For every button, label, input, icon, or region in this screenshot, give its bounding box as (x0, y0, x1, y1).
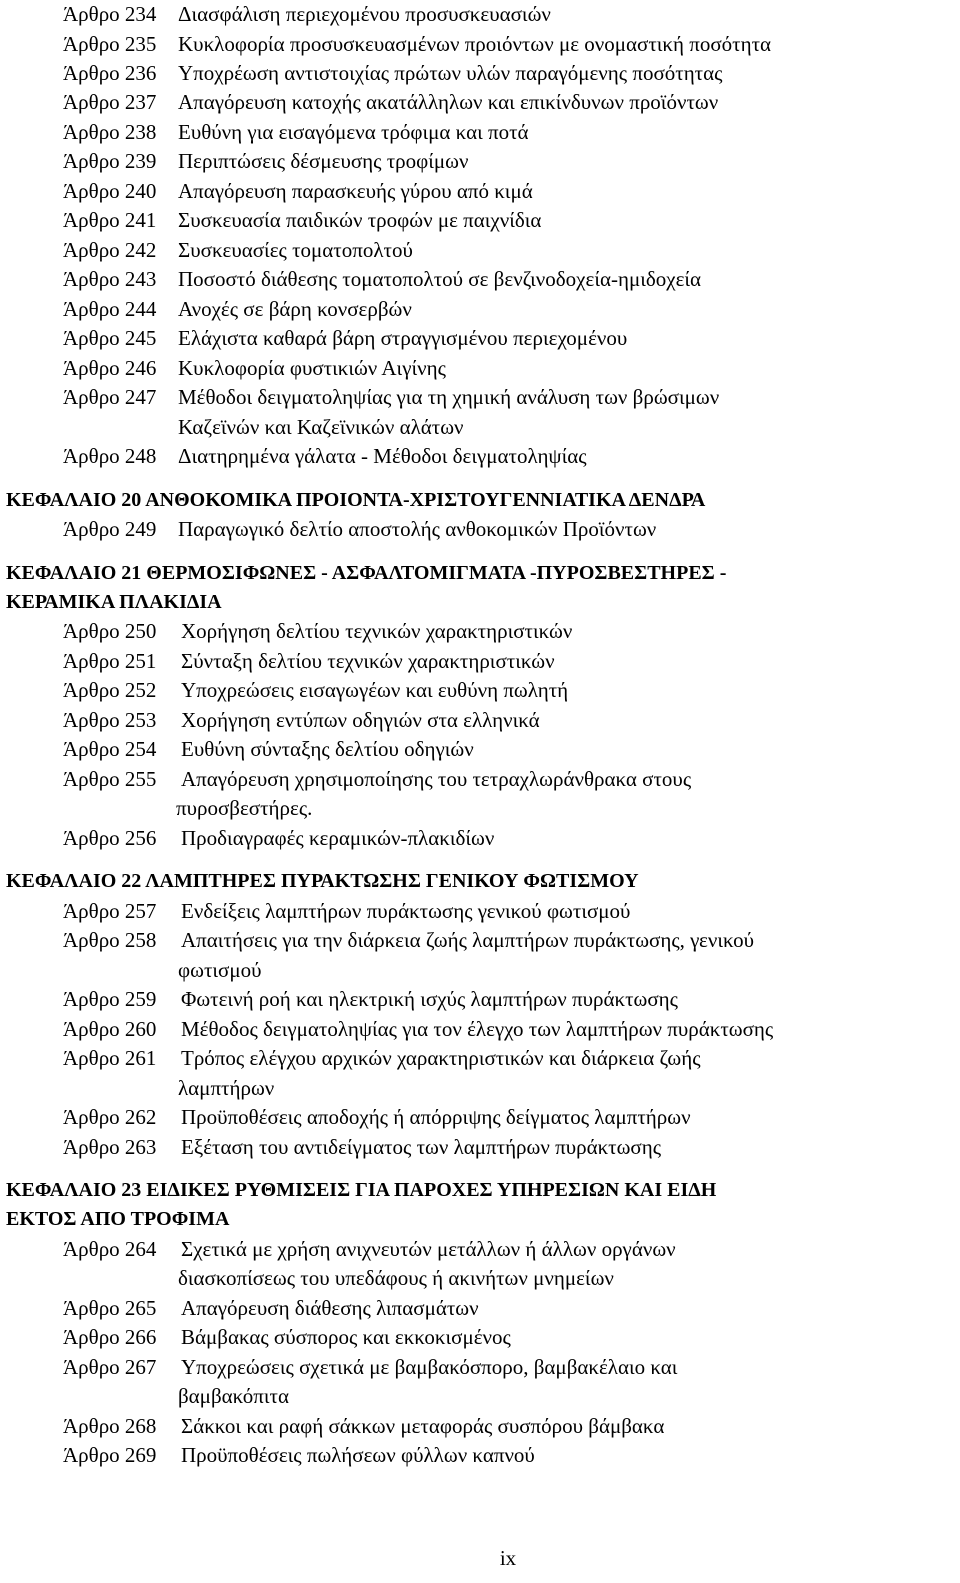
toc-entry (63, 1135, 661, 1159)
article-number: Άρθρο 252 (63, 678, 157, 702)
toc-entry (63, 208, 541, 232)
toc-entry (63, 1325, 511, 1349)
article-title: Ανοχές σε βάρη κονσερβών (178, 297, 412, 321)
toc-entry (63, 90, 718, 114)
article-number: Άρθρο 235 (63, 32, 157, 56)
toc-entry (63, 297, 412, 321)
article-number: Άρθρο 254 (63, 737, 157, 761)
chapter-heading-continuation: ΕΚΤΟΣ ΑΠΟ ΤΡΟΦΙΜΑ (6, 1208, 230, 1230)
toc-entry (63, 1237, 676, 1261)
toc-entry (63, 385, 719, 409)
article-title-continuation: λαμπτήρων (178, 1076, 275, 1100)
article-number: Άρθρο 242 (63, 238, 157, 262)
article-title-continuation: φωτισμού (178, 958, 262, 982)
article-title: Ποσοστό διάθεσης τοματοπολτού σε βενζινοδοχεία-ημιδοχεία (178, 267, 702, 291)
article-number: Άρθρο 261 (63, 1046, 157, 1070)
article-number: Άρθρο 268 (63, 1414, 157, 1438)
article-number: Άρθρο 238 (63, 120, 157, 144)
article-number: Άρθρο 256 (63, 826, 157, 850)
article-title: Μέθοδοι δειγματοληψίας για τη χημική ανάλυση των βρώσιμων (178, 385, 720, 409)
article-title: Προϋποθέσεις πωλήσεων φύλλων καπνού (181, 1443, 535, 1467)
article-title: Υποχρεώσεις σχετικά με βαμβακόσπορο, βαμβακέλαιο και (181, 1355, 678, 1379)
article-number: Άρθρο 246 (63, 356, 157, 380)
article-number: Άρθρο 241 (63, 208, 157, 232)
toc-entry (63, 737, 474, 761)
article-number: Άρθρο 266 (63, 1325, 157, 1349)
article-title: Μέθοδος δειγματοληψίας για τον έλεγχο των λαμπτήρων πυράκτωσης (181, 1017, 774, 1041)
article-title: Προδιαγραφές κεραμικών-πλακιδίων (181, 826, 495, 850)
chapter-heading: ΚΕΦΑΛΑΙΟ 20 ΑΝΘΟΚΟΜΙΚΑ ΠΡΟΙΟΝΤΑ-ΧΡΙΣΤΟΥΓΕΝΝΙΑΤΙΚΑ ΔΕΝΔΡΑ (6, 489, 706, 511)
article-number: Άρθρο 248 (63, 444, 157, 468)
toc-entry (63, 826, 494, 850)
article-number: Άρθρο 260 (63, 1017, 157, 1041)
toc-entry (63, 1414, 664, 1438)
article-number: Άρθρο 265 (63, 1296, 157, 1320)
article-title: Συσκευασία παιδικών τροφών με παιχνίδια (178, 208, 542, 232)
toc-entry (63, 767, 691, 791)
article-title-continuation: Καζεϊνών και Καζεϊνικών αλάτων (178, 415, 464, 439)
article-title: Διατηρημένα γάλατα - Μέθοδοι δειγματοληψίας (178, 444, 587, 468)
article-title: Υποχρεώσεις εισαγωγέων και ευθύνη πωλητή (181, 678, 569, 702)
article-title: Σχετικά με χρήση ανιχνευτών μετάλλων ή άλλων οργάνων (181, 1237, 676, 1261)
toc-entry (63, 444, 587, 468)
article-title-continuation: πυροσβεστήρες. (176, 796, 313, 820)
article-title: Περιπτώσεις δέσμευσης τροφίμων (178, 149, 469, 173)
article-number: Άρθρο 269 (63, 1443, 157, 1467)
article-title: Εξέταση του αντιδείγματος των λαμπτήρων πυράκτωσης (181, 1135, 662, 1159)
toc-entry (63, 678, 568, 702)
article-title: Κυκλοφορία προσυσκευασμένων προιόντων με ονομαστική ποσότητα (178, 32, 772, 56)
article-title: Σύνταξη δελτίου τεχνικών χαρακτηριστικών (181, 649, 555, 673)
article-title: Κυκλοφορία φυστικιών Αιγίνης (178, 356, 446, 380)
chapter-heading: ΚΕΦΑΛΑΙΟ 22 ΛΑΜΠΤΗΡΕΣ ΠΥΡΑΚΤΩΣΗΣ ΓΕΝΙΚΟΥ ΦΩΤΙΣΜΟΥ (6, 870, 639, 892)
article-title: Σάκκοι και ραφή σάκκων μεταφοράς συσπόρου βάμβακα (181, 1414, 665, 1438)
toc-entry (63, 1443, 535, 1467)
toc-entry (63, 899, 630, 923)
toc-entry (63, 649, 555, 673)
chapter-heading-continuation: ΚΕΡΑΜΙΚΑ ΠΛΑΚΙΔΙΑ (6, 591, 222, 613)
toc-entry (63, 149, 468, 173)
article-number: Άρθρο 240 (63, 179, 157, 203)
toc-entry (63, 1017, 773, 1041)
toc-entry (63, 267, 701, 291)
article-title: Τρόπος ελέγχου αρχικών χαρακτηριστικών και διάρκεια ζωής (181, 1046, 701, 1070)
toc-entry (63, 708, 540, 732)
article-title: Απαιτήσεις για την διάρκεια ζωής λαμπτήρων πυράκτωσης, γενικού (181, 928, 755, 952)
article-number: Άρθρο 259 (63, 987, 157, 1011)
article-title: Φωτεινή ροή και ηλεκτρική ισχύς λαμπτήρων πυράκτωσης (181, 987, 678, 1011)
toc-entry (63, 120, 529, 144)
article-title: Απαγόρευση κατοχής ακατάλληλων και επικίνδυνων προϊόντων (178, 90, 719, 114)
article-number: Άρθρο 267 (63, 1355, 157, 1379)
article-number: Άρθρο 255 (63, 767, 157, 791)
article-number: Άρθρο 237 (63, 90, 157, 114)
article-title: Ευθύνη για εισαγόμενα τρόφιμα και ποτά (178, 120, 529, 144)
article-number: Άρθρο 243 (63, 267, 157, 291)
toc-entry (63, 1355, 677, 1379)
toc-entry (63, 238, 413, 262)
article-title: Χορήγηση δελτίου τεχνικών χαρακτηριστικών (181, 619, 573, 643)
toc-entry (63, 32, 771, 56)
article-title: Ελάχιστα καθαρά βάρη στραγγισμένου περιεχομένου (178, 326, 628, 350)
toc-entry (63, 61, 722, 85)
toc-entry (63, 356, 446, 380)
toc-entry (63, 2, 551, 26)
article-number: Άρθρο 253 (63, 708, 157, 732)
toc-entry (63, 1296, 479, 1320)
toc-entry (63, 987, 678, 1011)
toc-entry (63, 179, 533, 203)
toc-entry (63, 517, 656, 541)
article-number: Άρθρο 263 (63, 1135, 157, 1159)
article-title: Χορήγηση εντύπων οδηγιών στα ελληνικά (181, 708, 540, 732)
article-number: Άρθρο 245 (63, 326, 157, 350)
toc-entry (63, 326, 627, 350)
toc-entry (63, 1046, 701, 1070)
article-title-continuation: βαμβακόπιτα (178, 1384, 289, 1408)
article-number: Άρθρο 249 (63, 517, 157, 541)
article-title: Ευθύνη σύνταξης δελτίου οδηγιών (181, 737, 474, 761)
article-title: Απαγόρευση χρησιμοποίησης του τετραχλωράνθρακα στους (181, 767, 692, 791)
article-number: Άρθρο 247 (63, 385, 157, 409)
article-title: Υποχρέωση αντιστοιχίας πρώτων υλών παραγόμενης ποσότητας (178, 61, 723, 85)
article-number: Άρθρο 262 (63, 1105, 157, 1129)
article-title: Παραγωγικό δελτίο αποστολής ανθοκομικών Προϊόντων (178, 517, 657, 541)
article-number: Άρθρο 234 (63, 2, 157, 26)
article-number: Άρθρο 264 (63, 1237, 157, 1261)
toc-entry (63, 1105, 691, 1129)
article-number: Άρθρο 239 (63, 149, 157, 173)
article-title-continuation: διασκοπίσεως του υπεδάφους ή ακινήτων μνημείων (178, 1266, 614, 1290)
chapter-heading: ΚΕΦΑΛΑΙΟ 23 ΕΙΔΙΚΕΣ ΡΥΘΜΙΣΕΙΣ ΓΙΑ ΠΑΡΟΧΕΣ ΥΠΗΡΕΣΙΩΝ ΚΑΙ ΕΙΔΗ (6, 1179, 717, 1201)
article-number: Άρθρο 251 (63, 649, 157, 673)
article-number: Άρθρο 258 (63, 928, 157, 952)
article-title: Προϋποθέσεις αποδοχής ή απόρριψης δείγματος λαμπτήρων (181, 1105, 691, 1129)
article-number: Άρθρο 257 (63, 899, 157, 923)
article-title: Απαγόρευση διάθεσης λιπασμάτων (181, 1296, 479, 1320)
article-title: Ενδείξεις λαμπτήρων πυράκτωσης γενικού φωτισμού (181, 899, 631, 923)
article-number: Άρθρο 250 (63, 619, 157, 643)
article-number: Άρθρο 244 (63, 297, 157, 321)
chapter-heading: ΚΕΦΑΛΑΙΟ 21 ΘΕΡΜΟΣΙΦΩΝΕΣ - ΑΣΦΑΛΤΟΜΙΓΜΑΤΑ -ΠΥΡΟΣΒΕΣΤΗΡΕΣ - (6, 562, 727, 584)
article-number: Άρθρο 236 (63, 61, 157, 85)
toc-entry (63, 619, 572, 643)
article-title: Συσκευασίες τοματοπολτού (178, 238, 413, 262)
toc-entry (63, 928, 754, 952)
article-title: Διασφάλιση περιεχομένου προσυσκευασιών (178, 2, 551, 26)
article-title: Βάμβακας σύσπορος και εκκοκισμένος (181, 1325, 511, 1349)
article-title: Απαγόρευση παρασκευής γύρου από κιμά (178, 179, 533, 203)
page-number: ix (499, 1546, 517, 1570)
